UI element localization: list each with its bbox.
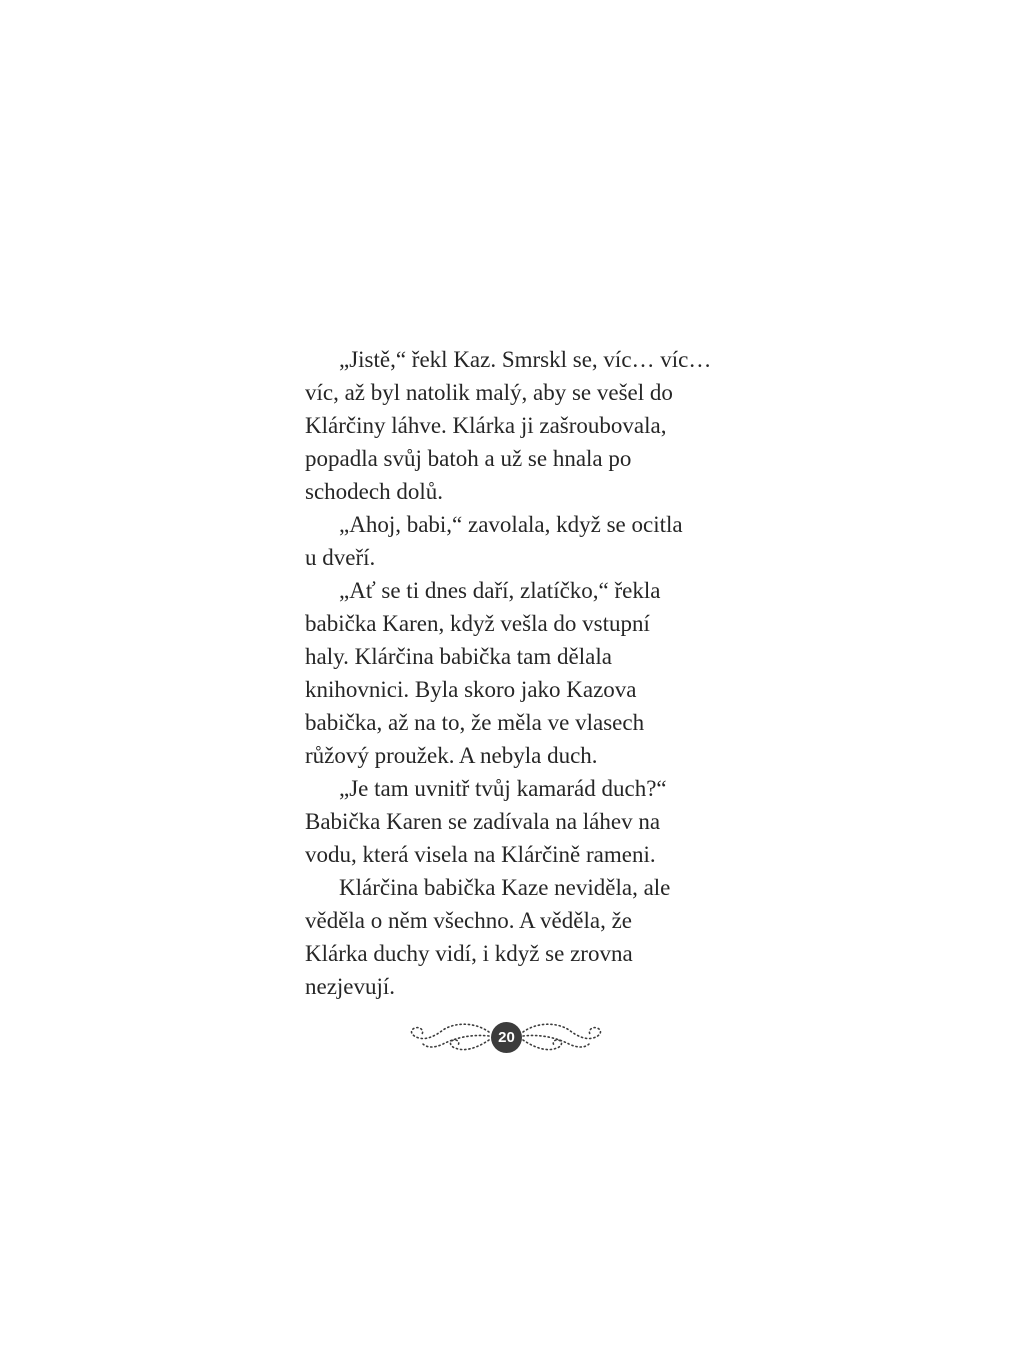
- text-line: Babička Karen se zadívala na láhev na: [305, 809, 661, 834]
- page-number: 20: [491, 1022, 522, 1053]
- text-line: babička, až na to, že měla ve vlasech: [305, 710, 645, 735]
- text-line: víc, až byl natolik malý, aby se vešel do: [305, 380, 673, 405]
- text-line: věděla o něm všechno. A věděla, že: [305, 908, 632, 933]
- text-line: „Ať se ti dnes daří, zlatíčko,“ řekla: [339, 578, 661, 603]
- text-line: „Je tam uvnitř tvůj kamarád duch?“: [339, 776, 667, 801]
- text-line: Klárčiny láhve. Klárka ji zašroubovala,: [305, 413, 667, 438]
- text-line: haly. Klárčina babička tam dělala: [305, 644, 612, 669]
- text-line: u dveří.: [305, 545, 376, 570]
- text-line: růžový proužek. A nebyla duch.: [305, 743, 598, 768]
- text-line: schodech dolů.: [305, 479, 443, 504]
- text-line: knihovnici. Byla skoro jako Kazova: [305, 677, 637, 702]
- text-line: babička Karen, když vešla do vstupní: [305, 611, 650, 636]
- text-line: Klárka duchy vidí, i když se zrovna: [305, 941, 633, 966]
- text-line: „Jistě,“ řekl Kaz. Smrskl se, víc… víc…: [339, 347, 712, 372]
- text-line: vodu, která visela na Klárčině rameni.: [305, 842, 656, 867]
- text-line: popadla svůj batoh a už se hnala po: [305, 446, 632, 471]
- text-line: nezjevují.: [305, 974, 396, 999]
- text-line: „Ahoj, babi,“ zavolala, když se ocitla: [339, 512, 683, 537]
- text-line: Klárčina babička Kaze neviděla, ale: [339, 875, 671, 900]
